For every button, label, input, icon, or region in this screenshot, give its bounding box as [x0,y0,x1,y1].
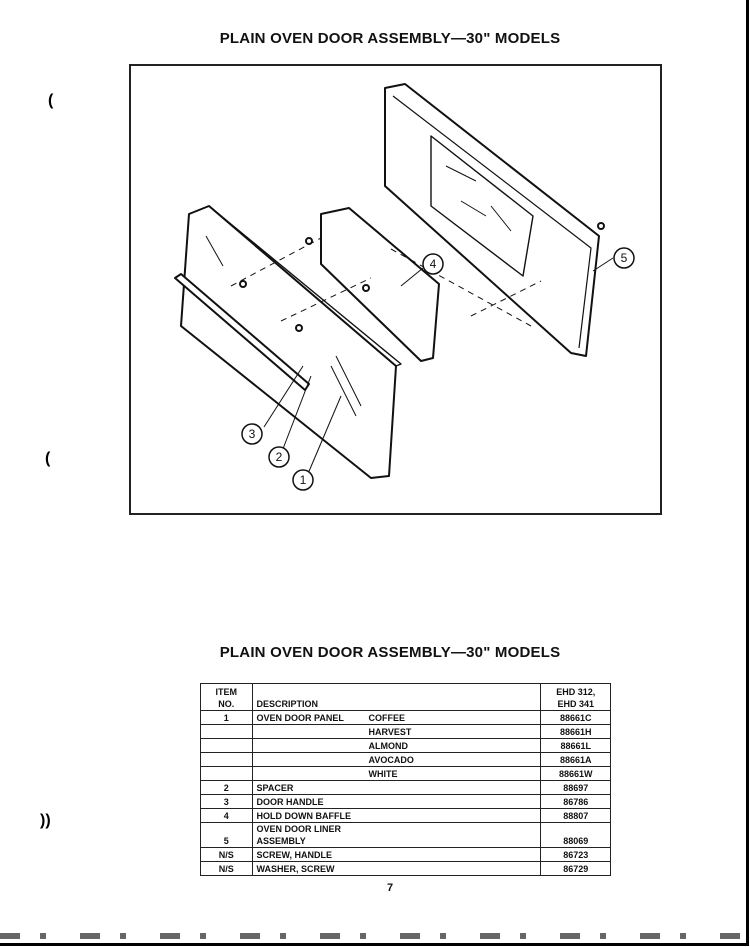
cell-part-number: 88661H [541,725,611,739]
cell-part-number: 88661L [541,739,611,753]
scan-edge-noise [0,933,750,939]
table-header-row [201,684,611,711]
svg-text:1: 1 [299,473,307,487]
header-item-no: ITEM NO. [201,684,253,711]
description-text: HOLD DOWN BAFFLE [256,811,352,821]
color-text: WHITE [368,769,398,779]
table-row [201,848,611,862]
description-text: OVEN DOOR PANEL [256,713,344,723]
cell-description [252,725,541,739]
table-row [201,753,611,767]
parts-table-body [201,711,611,876]
description-text [257,726,369,738]
page-number: 7 [386,882,394,894]
cell-part-number: 88069 [541,823,611,848]
cell-item-no: 3 [201,795,253,809]
cell-item-no: 4 [201,809,253,823]
cell-description [252,862,541,876]
cell-part-number: 88697 [541,781,611,795]
scan-mark: ( [48,92,54,109]
description-text: OVEN DOOR LINER ASSEMBLY [256,824,342,846]
cell-item-no [201,767,253,781]
table-row [201,809,611,823]
page-title: PLAIN OVEN DOOR ASSEMBLY—30" MODELS [219,30,561,47]
callout-1 [293,470,313,490]
cell-part-number: 86729 [541,862,611,876]
callout-2 [269,447,289,467]
description-text [257,740,369,752]
svg-text:5: 5 [620,251,628,265]
header-model: EHD 312, EHD 341 [541,684,611,711]
callout-4 [423,254,443,274]
scan-mark: )) [40,812,51,829]
exploded-diagram [129,64,662,515]
description-text: WASHER, SCREW [256,864,335,874]
description-text: DOOR HANDLE [256,797,324,807]
cell-part-number: 88661W [541,767,611,781]
header-description: DESCRIPTION [252,684,541,711]
cell-description [252,753,541,767]
cell-item-no [201,739,253,753]
cell-item-no: 1 [201,711,253,725]
cell-item-no: 2 [201,781,253,795]
cell-description [252,711,541,725]
cell-item-no [201,753,253,767]
cell-description [252,809,541,823]
table-title: PLAIN OVEN DOOR ASSEMBLY—30" MODELS [219,644,561,661]
callout-3 [242,424,262,444]
cell-description [252,795,541,809]
cell-item-no: N/S [201,848,253,862]
diagram-drawing [131,66,664,517]
table-row [201,725,611,739]
cell-item-no [201,725,253,739]
cell-description [252,823,541,848]
table-row [201,862,611,876]
cell-part-number: 88661C [541,711,611,725]
description-text [257,768,369,780]
cell-part-number: 86786 [541,795,611,809]
callout-5 [614,248,634,268]
color-text: COFFEE [368,713,406,723]
cell-description [252,781,541,795]
table-row [201,781,611,795]
table-row [201,711,611,725]
table-row [201,767,611,781]
table-row [201,739,611,753]
description-text: SCREW, HANDLE [256,850,333,860]
color-text: ALMOND [368,741,409,751]
parts-table [200,683,611,876]
cell-item-no: N/S [201,862,253,876]
cell-description [252,767,541,781]
color-text: HARVEST [368,727,412,737]
color-text: AVOCADO [368,755,414,765]
description-text: SPACER [256,783,294,793]
cell-part-number: 86723 [541,848,611,862]
scan-mark: ( [45,450,51,467]
table-row [201,795,611,809]
description-text [257,754,369,766]
svg-text:2: 2 [275,450,283,464]
cell-part-number: 88807 [541,809,611,823]
svg-text:3: 3 [248,427,256,441]
cell-description [252,739,541,753]
svg-text:4: 4 [429,257,437,271]
cell-description [252,848,541,862]
cell-item-no: 5 [201,823,253,848]
cell-part-number: 88661A [541,753,611,767]
table-row [201,823,611,848]
